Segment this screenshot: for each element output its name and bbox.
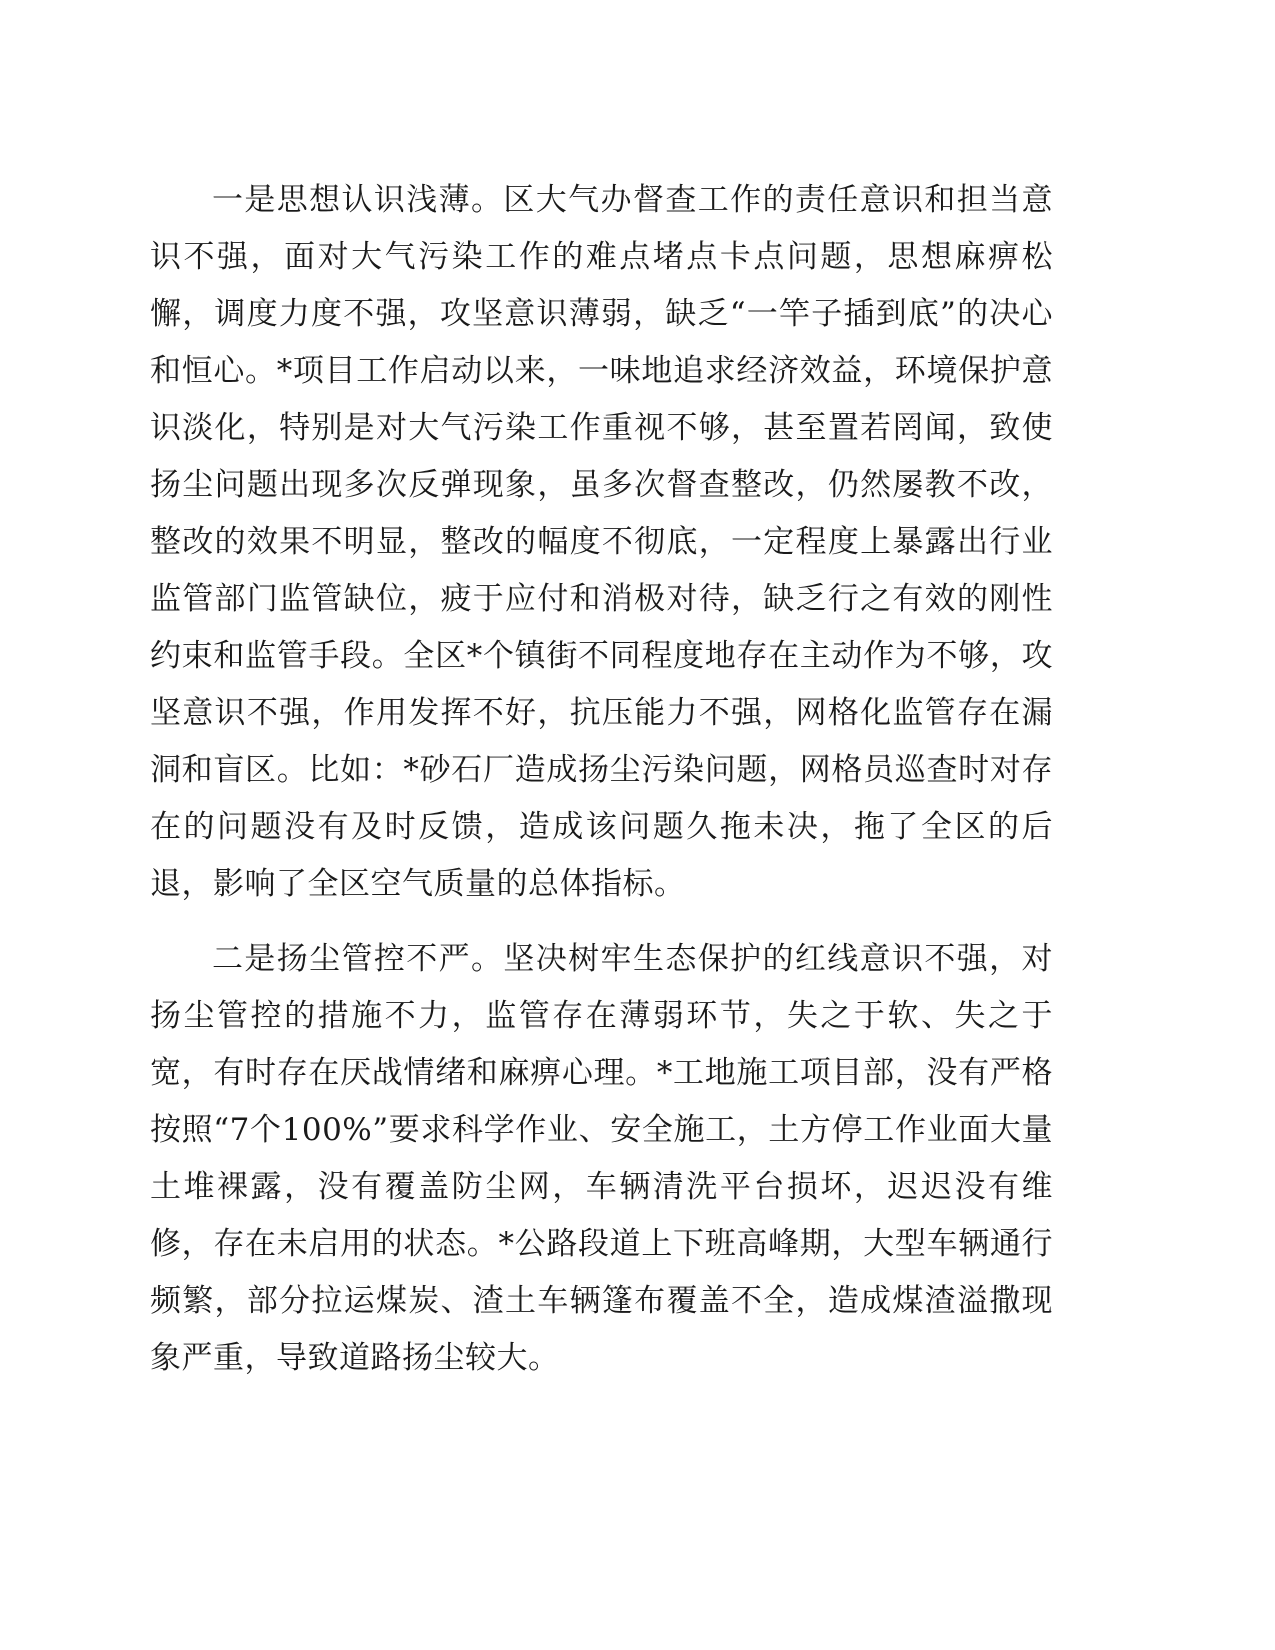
paragraph-dust-control: 二是扬尘管控不严。坚决树牢生态保护的红线意识不强，对扬尘管控的措施不力，监管存在薄弱环节，失之于软、失之于宽，有时存在厌战情绪和麻痹心理。*工地施工项目部，没有严格按照“7个100%”要求科学作业、安全施工，土方停工作业面大量土堆裸露，没有覆盖防尘网，车辆清洗平台损坏，迟迟没有维修，存在未启用的状态。*公路段道上下班高峰期，大型车辆通行频繁，部分拉运煤炭、渣土车辆篷布覆盖不全，造成煤渣溢撒现象严重，导致道路扬尘较大。 xyxy=(150,941,1053,1376)
paragraph-ideological-awareness: 一是思想认识浅薄。区大气办督查工作的责任意识和担当意识不强，面对大气污染工作的难点堵点卡点问题，思想麻痹松懈，调度力度不强，攻坚意识薄弱，缺乏“一竿子插到底”的决心和恒心。*项目工作启动以来，一味地追求经济效益，环境保护意识淡化，特别是对大气污染工作重视不够，甚至置若罔闻，致使扬尘问题出现多次反弹现象，虽多次督查整改，仍然屡教不改，整改的效果不明显，整改的幅度不彻底，一定程度上暴露出行业监管部门监管缺位，疲于应付和消极对待，缺乏行之有效的刚性约束和监管手段。全区*个镇街不同程度地存在主动作为不够，攻坚意识不强，作用发挥不好，抗压能力不强，网格化监管存在漏洞和盲区。比如：*砂石厂造成扬尘污染问题，网格员巡查时对存在的问题没有及时反馈，造成该问题久拖未决，拖了全区的后退，影响了全区空气质量的总体指标。 xyxy=(150,182,1053,902)
document-body xyxy=(150,172,1053,1387)
